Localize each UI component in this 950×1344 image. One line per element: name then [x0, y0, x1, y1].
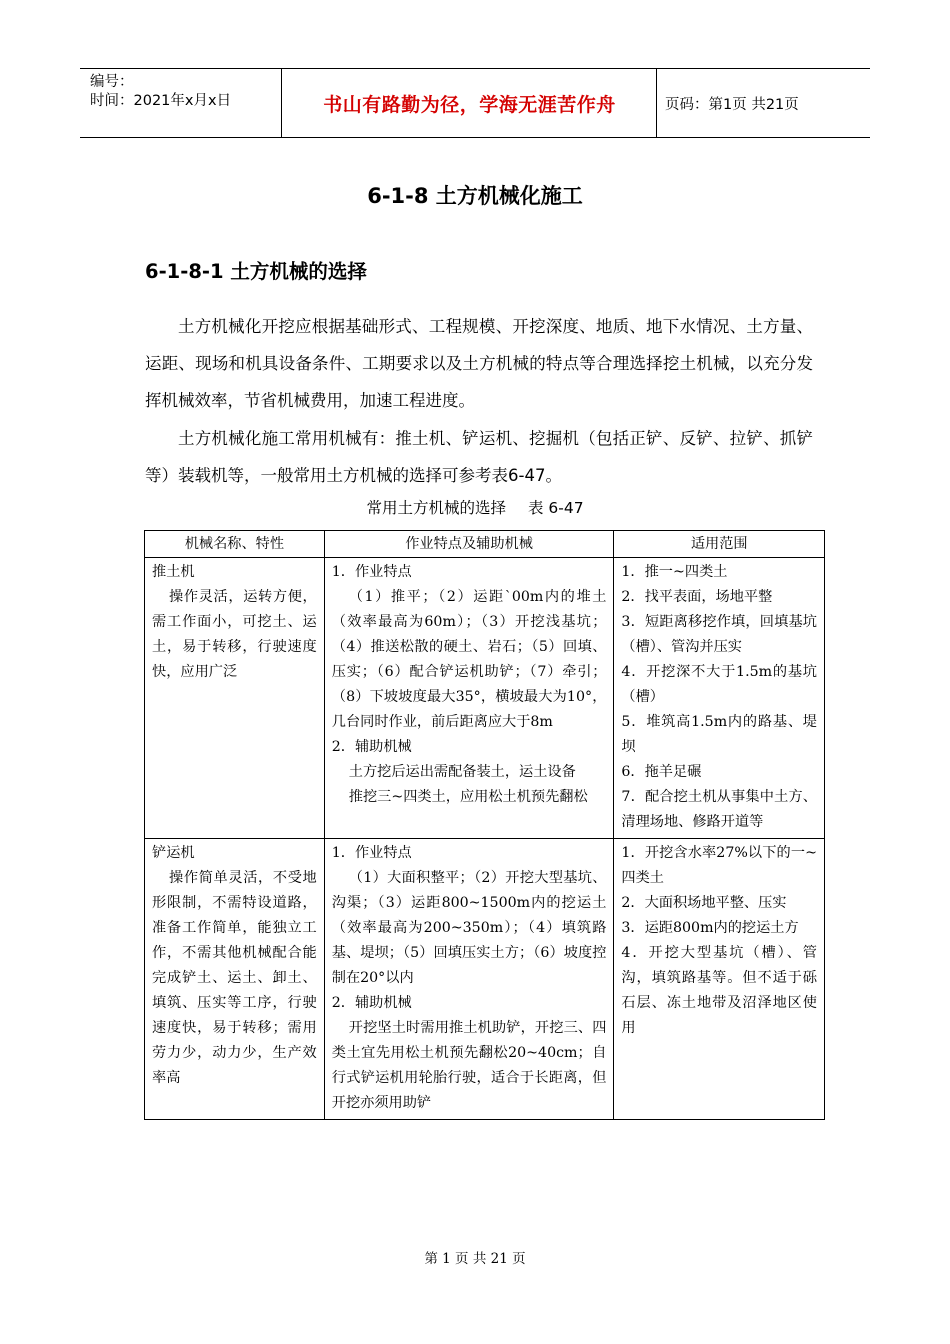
- column-header: 适用范围: [614, 531, 825, 558]
- document-title: 6-1-8 土方机械化施工: [367, 184, 583, 208]
- auxiliary-line: 开挖坚土时需用推土机助铲，开挖三、四类土宜先用松土机预先翻松20~40cm；自行式铲运机用轮胎行驶，适合于长距离，但开挖亦须用助铲: [331, 1020, 607, 1111]
- machine-name: 推土机: [152, 564, 195, 580]
- scope-item: 1．开挖含水率27%以下的一~四类土: [621, 845, 817, 886]
- document-time-label: 时间：2021年x月x日: [90, 93, 232, 109]
- operations-title: 1．作业特点: [331, 564, 412, 580]
- scope-item: 3．短距离移挖作填，回填基坑（槽）、管沟并压实: [621, 614, 817, 655]
- scope-item: 2．大面积场地平整、压实: [621, 895, 787, 911]
- machine-cell: [145, 839, 325, 1120]
- scope-item: 5．堆筑高1.5m内的路基、堤坝: [621, 714, 817, 755]
- scope-cell: [614, 558, 825, 839]
- table-row: [145, 839, 825, 1120]
- operations-cell: [324, 558, 614, 839]
- auxiliary-title: 2．辅助机械: [331, 739, 412, 755]
- auxiliary-title: 2．辅助机械: [331, 995, 412, 1011]
- table-header-row: [145, 531, 825, 558]
- scope-item: 4．开挖深不大于1.5m的基坑（槽）: [621, 664, 817, 705]
- auxiliary-line: 土方挖后运出需配备装土，运土设备: [348, 764, 576, 780]
- document-number-label: 编号：: [90, 74, 134, 90]
- machine-name: 铲运机: [152, 845, 195, 861]
- body-paragraph: 土方机械化施工常用机械有：推土机、铲运机、挖掘机（包括正铲、反铲、拉铲、抓铲等）装载机等，一般常用土方机械的选择可参考表6-47。: [145, 429, 813, 485]
- column-header: 作业特点及辅助机械: [324, 531, 614, 558]
- operations-title: 1．作业特点: [331, 845, 412, 861]
- operations-body: （1）大面积整平；（2）开挖大型基坑、沟渠；（3）运距800~1500m内的挖运土（效率最高为200~350m）；（4）填筑路基、堤坝；（5）回填压实土方；（6）坡度控制在20°以内: [331, 870, 607, 986]
- header-meta: [80, 69, 282, 137]
- scope-cell: [614, 839, 825, 1120]
- table-caption-title: 常用土方机械的选择: [366, 499, 506, 517]
- scope-item: 1．推一~四类土: [621, 564, 728, 580]
- header-motto: 书山有路勤为径，学海无涯苦作舟: [283, 69, 657, 137]
- header-page-info: 页码：第1页 共21页: [665, 96, 799, 113]
- table-caption-number: 表 6-47: [527, 499, 584, 517]
- page-header: [80, 68, 870, 138]
- machine-traits: 操作灵活，运转方便，需工作面小，可挖土、运土，易于转移，行驶速度快，应用广泛: [152, 589, 317, 680]
- scope-item: 4．开挖大型基坑（槽）、管沟，填筑路基等。但不适于砾石层、冻土地带及沼泽地区使用: [621, 945, 817, 1036]
- operations-body: （1）推平；（2）运距`00m内的堆土（效率最高为60m）；（3）开挖浅基坑；（4）推送松散的硬土、岩石；（5）回填、压实；（6）配合铲运机助铲；（7）牵引；（8）下坡坡度最大35°，横坡最大为10°，几台同时作业，前后距离应大于8m: [331, 589, 607, 730]
- machine-cell: [145, 558, 325, 839]
- table-caption: [0, 496, 950, 518]
- section-title: 6-1-8-1 土方机械的选择: [145, 260, 367, 283]
- machinery-table: [144, 530, 825, 1120]
- machine-traits: 操作简单灵活，不受地形限制，不需特设道路，准备工作简单，能独立工作，不需其他机械配合能完成铲土、运土、卸土、填筑、压实等工序，行驶速度快，易于转移；需用劳力少，动力少，生产效率高: [152, 870, 317, 1086]
- page-footer: 第 1 页 共 21 页: [424, 1251, 526, 1267]
- scope-item: 7．配合挖土机从事集中土方、清理场地、修路开道等: [621, 789, 817, 830]
- scope-item: 3．运距800m内的挖运土方: [621, 920, 799, 936]
- column-header: 机械名称、特性: [145, 531, 325, 558]
- scope-item: 6．拖羊足碾: [621, 764, 702, 780]
- table-row: [145, 558, 825, 839]
- body-paragraph: 土方机械化开挖应根据基础形式、工程规模、开挖深度、地质、地下水情况、土方量、运距、现场和机具设备条件、工期要求以及土方机械的特点等合理选择挖土机械，以充分发挥机械效率，节省机械费用，加速工程进度。: [145, 317, 813, 410]
- auxiliary-line: 推挖三~四类土，应用松土机预先翻松: [348, 789, 588, 805]
- operations-cell: [324, 839, 614, 1120]
- scope-item: 2．找平表面，场地平整: [621, 589, 773, 605]
